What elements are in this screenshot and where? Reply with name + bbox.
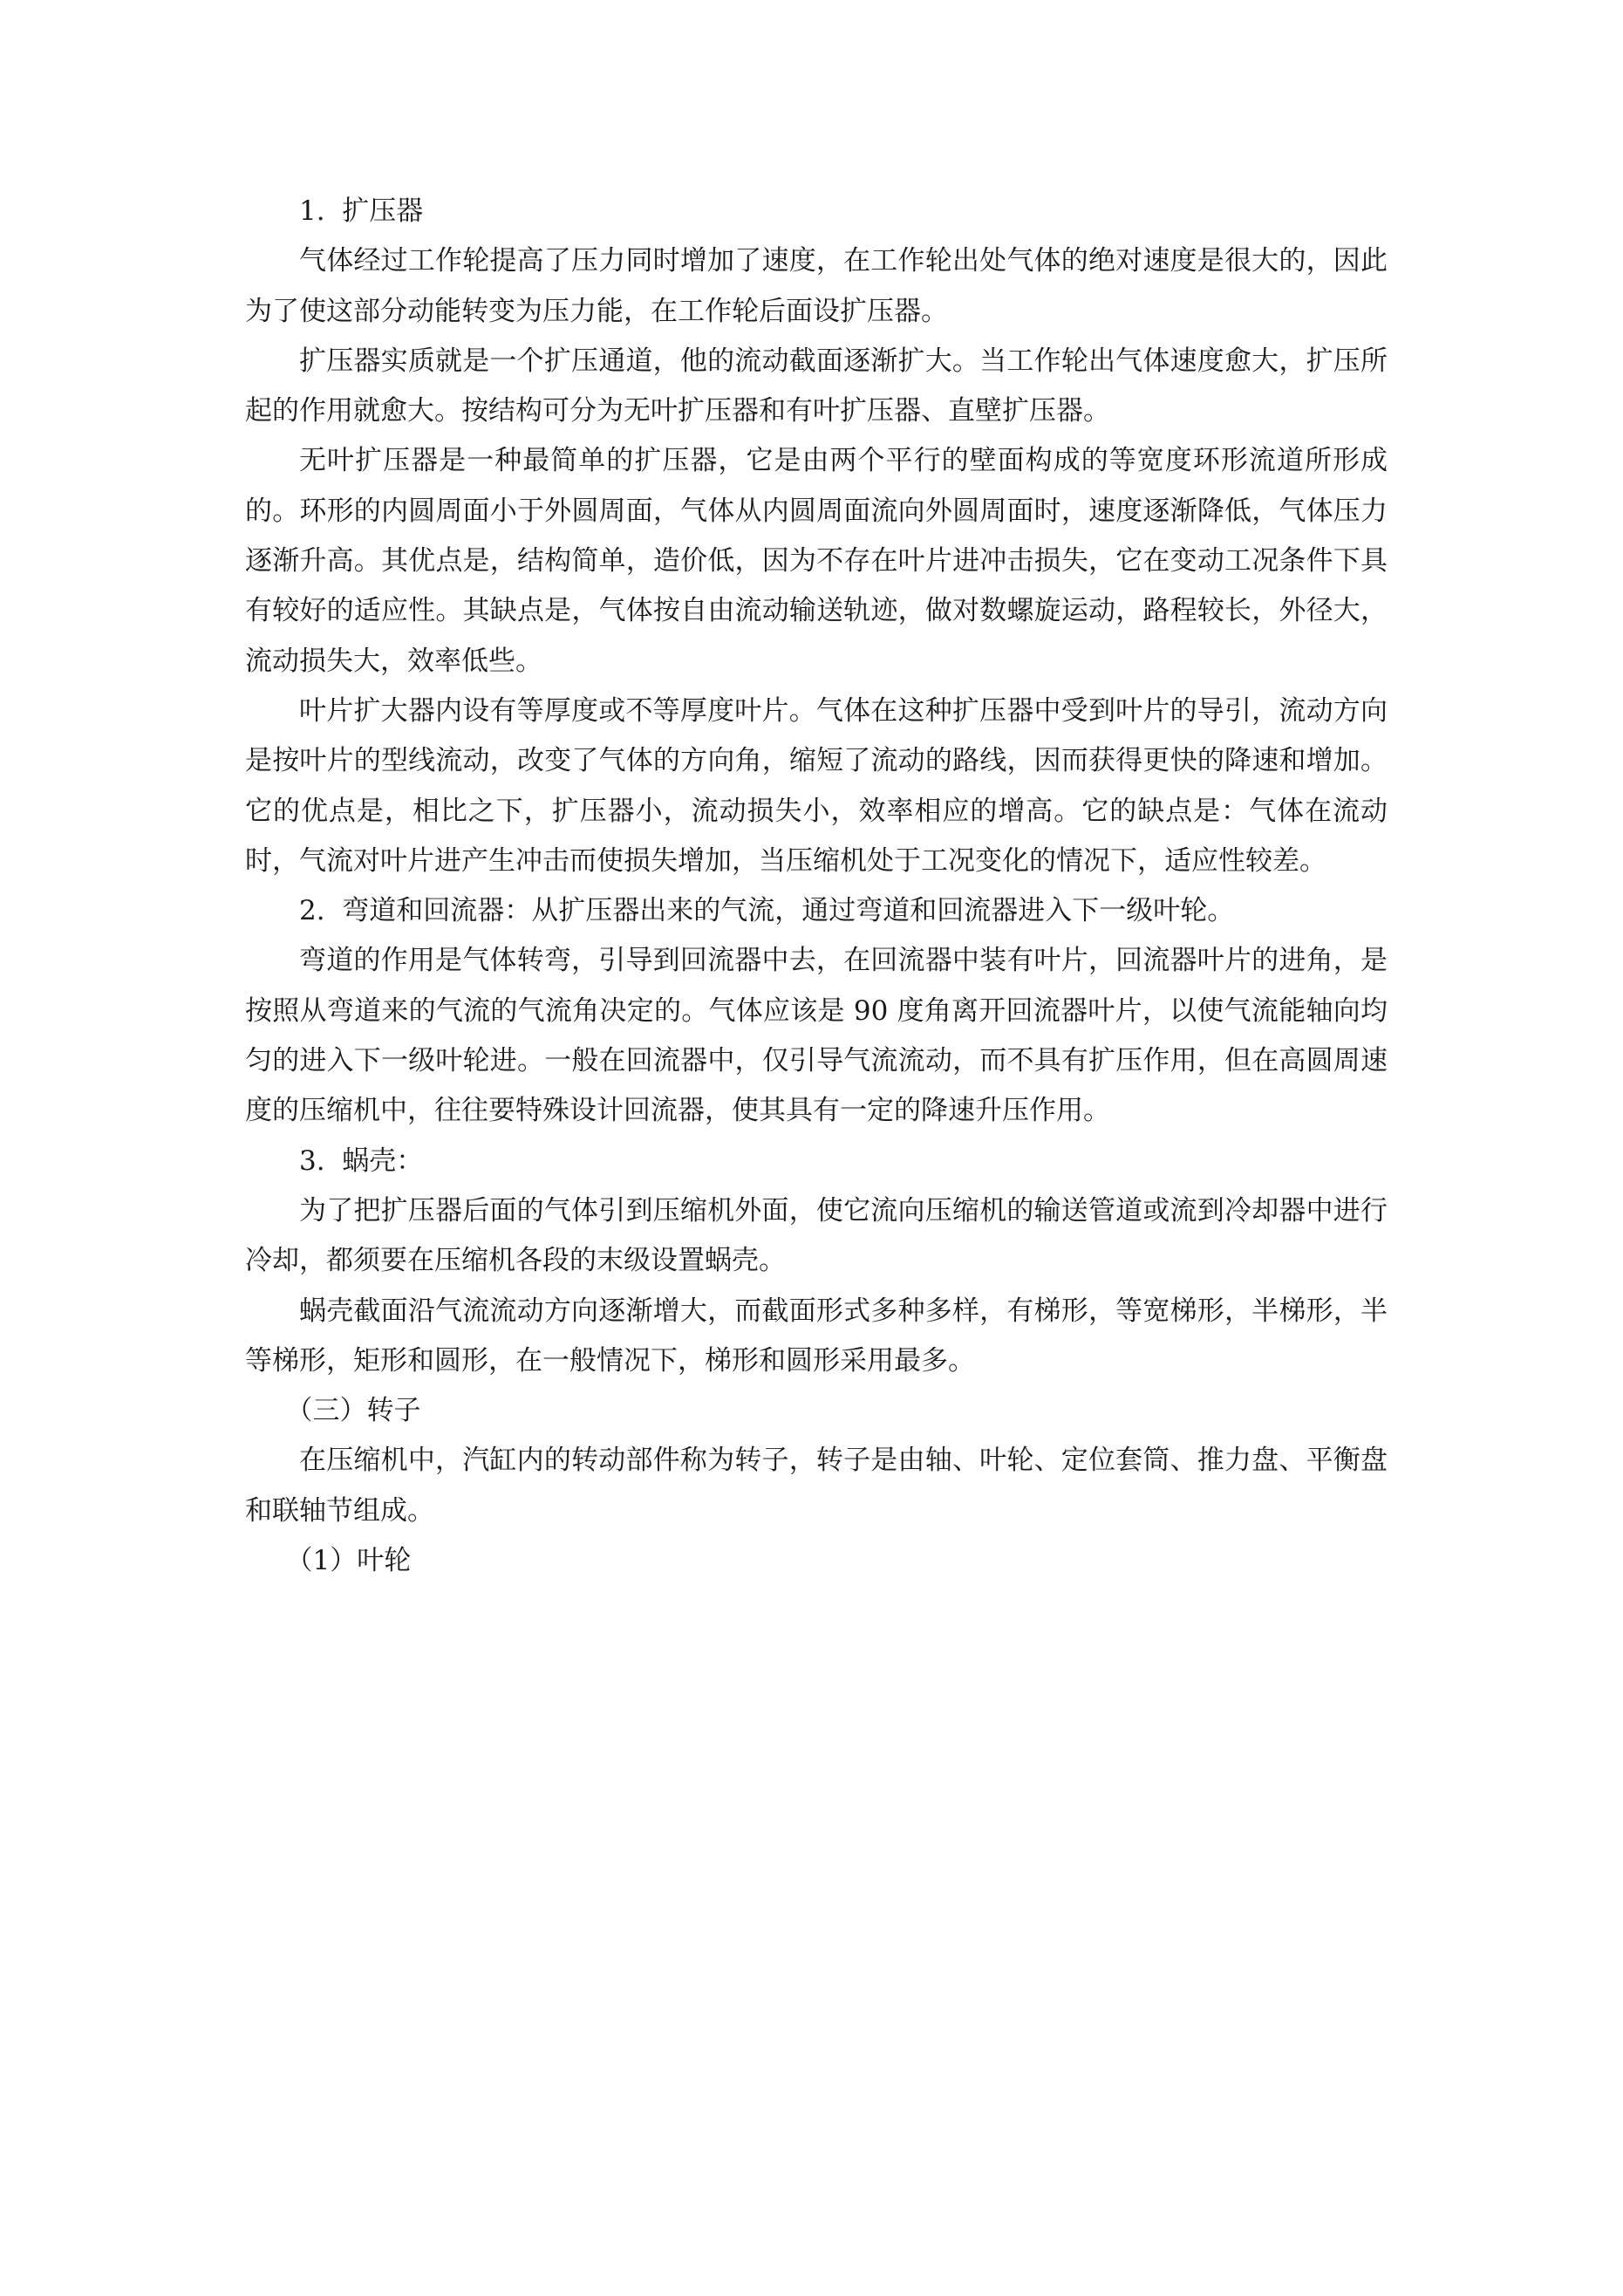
paragraph: 蜗壳截面沿气流流动方向逐渐增大，而截面形式多种多样，有梯形，等宽梯形，半梯形，半等梯形，矩形和圆形，在一般情况下，梯形和圆形采用最多。: [245, 1295, 1388, 1377]
paragraph: 气体经过工作轮提高了压力同时增加了速度，在工作轮出处气体的绝对速度是很大的，因此为了使这部分动能转变为压力能，在工作轮后面设扩压器。: [245, 245, 1388, 327]
paragraph: 弯道的作用是气体转弯，引导到回流器中去，在回流器中装有叶片，回流器叶片的进角，是按照从弯道来的气流的气流角决定的。气体应该是 90 度角离开回流器叶片，以使气流能轴向均匀的进入下一级叶轮进。一般在回流器中，仅引导气流流动，而不具有扩压作用，但在高圆周速度的压缩机中，往往要特殊设计回流器，使其具有一定的降速升压作用。: [245, 945, 1388, 1127]
paragraph: 为了把扩压器后面的气体引到压缩机外面，使它流向压缩机的输送管道或流到冷却器中进行冷却，都须要在压缩机各段的末级设置蜗壳。: [245, 1194, 1388, 1277]
section-heading-volute: 3. 蜗壳：: [299, 1145, 424, 1177]
section-heading-bend-return: 2. 弯道和回流器：从扩压器出来的气流，通过弯道和回流器进入下一级叶轮。: [299, 895, 1235, 927]
paragraph: 在压缩机中，汽缸内的转动部件称为转子，转子是由轴、叶轮、定位套筒、推力盘、平衡盘和联轴节组成。: [245, 1445, 1388, 1527]
section-heading-impeller: （1）叶轮: [285, 1545, 412, 1577]
document-body: [245, 187, 1388, 1586]
section-heading-rotor: （三）转子: [285, 1395, 421, 1427]
paragraph: 扩压器实质就是一个扩压通道，他的流动截面逐渐扩大。当工作轮出气体速度愈大，扩压所起的作用就愈大。按结构可分为无叶扩压器和有叶扩压器、直壁扩压器。: [245, 345, 1388, 427]
section-heading-diffuser: 1. 扩压器: [299, 195, 424, 227]
paragraph: 叶片扩大器内设有等厚度或不等厚度叶片。气体在这种扩压器中受到叶片的导引，流动方向是按叶片的型线流动，改变了气体的方向角，缩短了流动的路线，因而获得更快的降速和增加。它的优点是，相比之下，扩压器小，流动损失小，效率相应的增高。它的缺点是：气体在流动时，气流对叶片进产生冲击而使损失增加，当压缩机处于工况变化的情况下，适应性较差。: [245, 694, 1388, 877]
paragraph: 无叶扩压器是一种最简单的扩压器，它是由两个平行的壁面构成的等宽度环形流道所形成的。环形的内圆周面小于外圆周面，气体从内圆周面流向外圆周面时，速度逐渐降低，气体压力逐渐升高。其优点是，结构简单，造价低，因为不存在叶片进冲击损失，它在变动工况条件下具有较好的适应性。其缺点是，气体按自由流动输送轨迹，做对数螺旋运动，路程较长，外径大，流动损失大，效率低些。: [245, 445, 1388, 677]
